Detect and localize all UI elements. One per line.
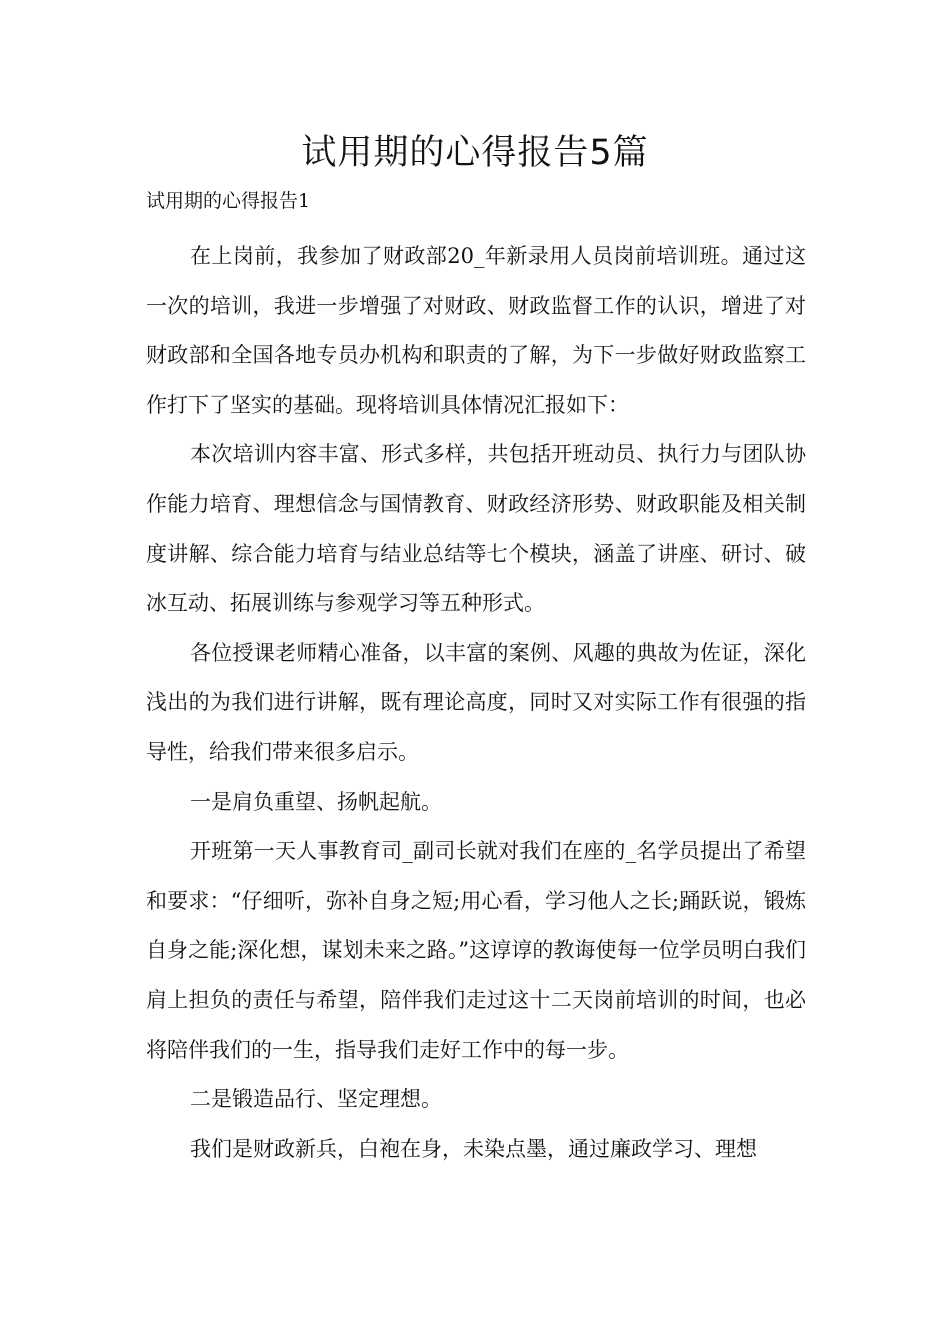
paragraph-3: 各位授课老师精心准备，以丰富的案例、风趣的典故为佐证，深化浅出的为我们进行讲解，既有理论高度，同时又对实际工作有很强的指导性，给我们带来很多启示。 <box>146 640 806 764</box>
paragraph-2: 本次培训内容丰富、形式多样，共包括开班动员、执行力与团队协作能力培育、理想信念与国情教育、财政经济形势、财政职能及相关制度讲解、综合能力培育与结业总结等七个模块，涵盖了讲座、研讨、破冰互动、拓展训练与参观学习等五种形式。 <box>146 442 806 616</box>
paragraph-4: 一是肩负重望、扬帆起航。 <box>190 789 442 814</box>
paragraph-5: 开班第一天人事教育司_副司长就对我们在座的_名学员提出了希望和要求：“仔细听，弥补自身之短;用心看，学习他人之长;踊跃说，锻炼自身之能;深化想，谋划未来之路。”这谆谆的教诲使每一位学员明白我们肩上担负的责任与希望，陪伴我们走过这十二天岗前培训的时间，也必将陪伴我们的一生，指导我们走好工作中的每一步。 <box>146 839 806 1062</box>
paragraph-7: 我们是财政新兵，白袍在身，未染点墨，通过廉政学习、理想 <box>190 1136 757 1161</box>
document-body <box>146 232 806 1174</box>
section-heading: 试用期的心得报告1 <box>146 190 311 212</box>
paragraph-1: 在上岗前，我参加了财政部20_年新录用人员岗前培训班。通过这一次的培训，我进一步增强了对财政、财政监督工作的认识，增进了对财政部和全国各地专员办机构和职责的了解，为下一步做好财政监察工作打下了坚实的基础。现将培训具体情况汇报如下： <box>146 244 806 417</box>
paragraph-6: 二是锻造品行、坚定理想。 <box>190 1087 442 1112</box>
document-title: 试用期的心得报告5篇 <box>301 133 649 173</box>
